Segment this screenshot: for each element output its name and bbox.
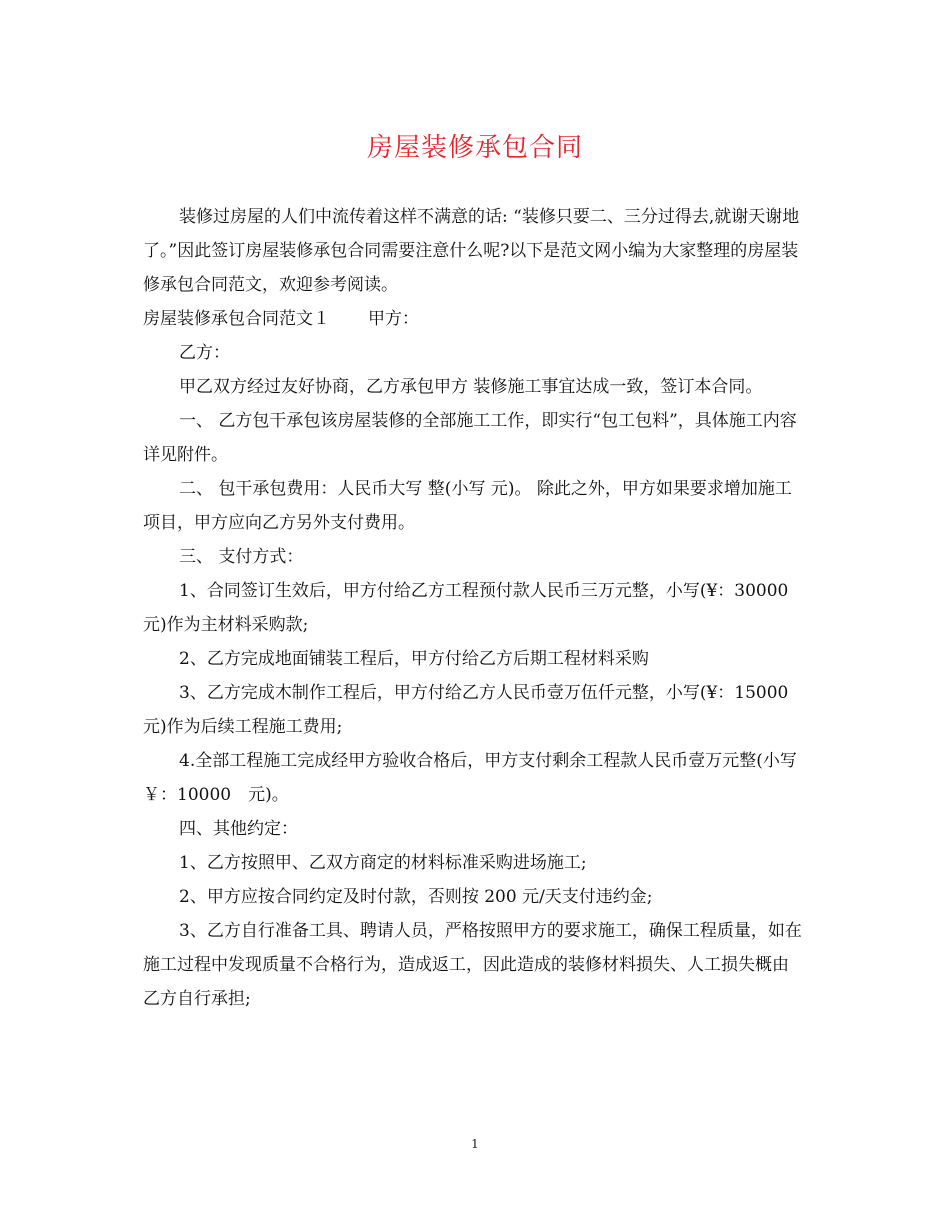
contract-paragraph: 一、 乙方包干承包该房屋装修的全部施工工作，即实行“包工包料”，具体施工内容详见附件。 xyxy=(143,411,797,465)
party-b-label: 乙方： xyxy=(179,343,230,363)
contract-paragraph: 四、其他约定： xyxy=(179,819,298,839)
contract-paragraph: 2、乙方完成地面铺装工程后，甲方付给乙方后期工程材料采购 xyxy=(179,649,649,669)
section-heading: 房屋装修承包合同范文１ xyxy=(143,309,330,329)
contract-paragraph: 3、乙方自行准备工具、聘请人员，严格按照甲方的要求施工，确保工程质量，如在施工过程中发现质量不合格行为，造成返工，因此造成的装修材料损失、人工损失概由乙方自行承担; xyxy=(143,921,802,1009)
section-heading-row xyxy=(143,302,803,336)
intro-paragraph: 装修过房屋的人们中流传着这样不满意的话: “装修只要二、三分过得去,就谢天谢地了。”因此签订房屋装修承包合同需要注意什么呢?以下是范文网小编为大家整理的房屋装修承包合同范文，欢迎参考阅读。 xyxy=(143,207,800,295)
contract-paragraph: 1、合同签订生效后，甲方付给乙方工程预付款人民币三万元整，小写(¥：30000 元)作为主材料采购款; xyxy=(143,581,789,635)
contract-paragraph: 二、 包干承包费用：人民币大写 整(小写 元)。 除此之外，甲方如果要求增加施工项目，甲方应向乙方另外支付费用。 xyxy=(143,479,792,533)
document-body xyxy=(143,200,803,1016)
page-number: 1 xyxy=(471,1137,479,1151)
party-a-label: 甲方： xyxy=(368,309,419,329)
contract-paragraph: 1、乙方按照甲、乙双方商定的材料标准采购进场施工; xyxy=(179,853,587,873)
contract-paragraph: 2、甲方应按合同约定及时付款，否则按 200 元/天支付违约金; xyxy=(179,887,653,907)
document-title: 房屋装修承包合同 xyxy=(366,133,583,163)
contract-paragraph: 三、 支付方式： xyxy=(179,547,304,567)
contract-paragraph: 甲乙双方经过友好协商，乙方承包甲方 装修施工事宜达成一致，签订本合同。 xyxy=(179,377,763,397)
contract-paragraph: 3、乙方完成木制作工程后，甲方付给乙方人民币壹万伍仟元整，小写(¥：15000 元)作为后续工程施工费用; xyxy=(143,683,789,737)
contract-paragraph: 4.全部工程施工完成经甲方验收合格后，甲方支付剩余工程款人民币壹万元整(小写￥：10000 元)。 xyxy=(143,751,797,805)
